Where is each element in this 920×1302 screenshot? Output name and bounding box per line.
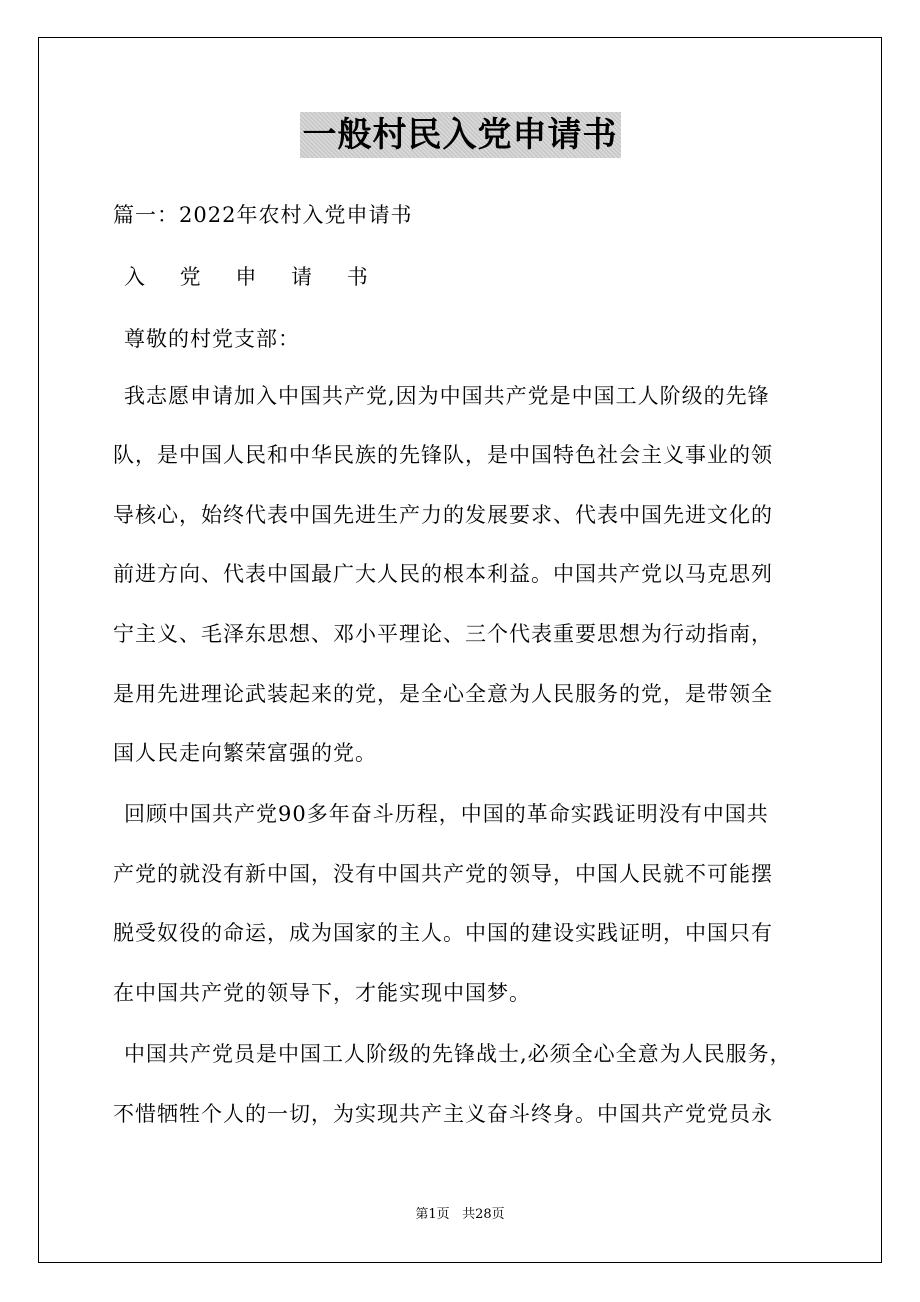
body-line: 在中国共产党的领导下，才能实现中国梦。 <box>113 981 531 1005</box>
page-number: 第1页 <box>415 1207 450 1222</box>
body-line: 产党的就没有新中国，没有中国共产党的领导，中国人民就不可能摆 <box>113 862 773 886</box>
document-title <box>0 112 920 158</box>
total-pages: 共28页 <box>462 1207 505 1222</box>
page-footer <box>0 1206 920 1224</box>
body-line: 导核心，始终代表中国先进生产力的发展要求、代表中国先进文化的 <box>113 503 773 527</box>
body-line: 是用先进理论武装起来的党，是全心全意为人民服务的党，是带领全 <box>113 682 773 706</box>
body-line: 我志愿申请加入中国共产党,因为中国共产党是中国工人阶级的先锋 <box>124 384 770 408</box>
salutation: 尊敬的村党支部： <box>124 327 300 351</box>
letter-heading: 入 党 申 请 书 <box>124 265 382 289</box>
body-line: 国人民走向繁荣富强的党。 <box>113 741 377 765</box>
subtitle: 篇一：2022年农村入党申请书 <box>113 203 413 227</box>
document-title-text: 一般村民入党申请书 <box>300 112 621 158</box>
body-line: 脱受奴役的命运，成为国家的主人。中国的建设实践证明，中国只有 <box>113 921 773 945</box>
body-line: 队，是中国人民和中华民族的先锋队，是中国特色社会主义事业的领 <box>113 443 773 467</box>
body-line: 回顾中国共产党90多年奋斗历程，中国的革命实践证明没有中国共 <box>124 802 769 826</box>
body-line: 不惜牺牲个人的一切，为实现共产主义奋斗终身。中国共产党党员永 <box>113 1102 773 1126</box>
body-line: 中国共产党员是中国工人阶级的先锋战士,必须全心全意为人民服务， <box>124 1042 792 1066</box>
body-line: 前进方向、代表中国最广大人民的根本利益。中国共产党以马克思列 <box>113 562 773 586</box>
body-line: 宁主义、毛泽东思想、邓小平理论、三个代表重要思想为行动指南， <box>113 622 773 646</box>
